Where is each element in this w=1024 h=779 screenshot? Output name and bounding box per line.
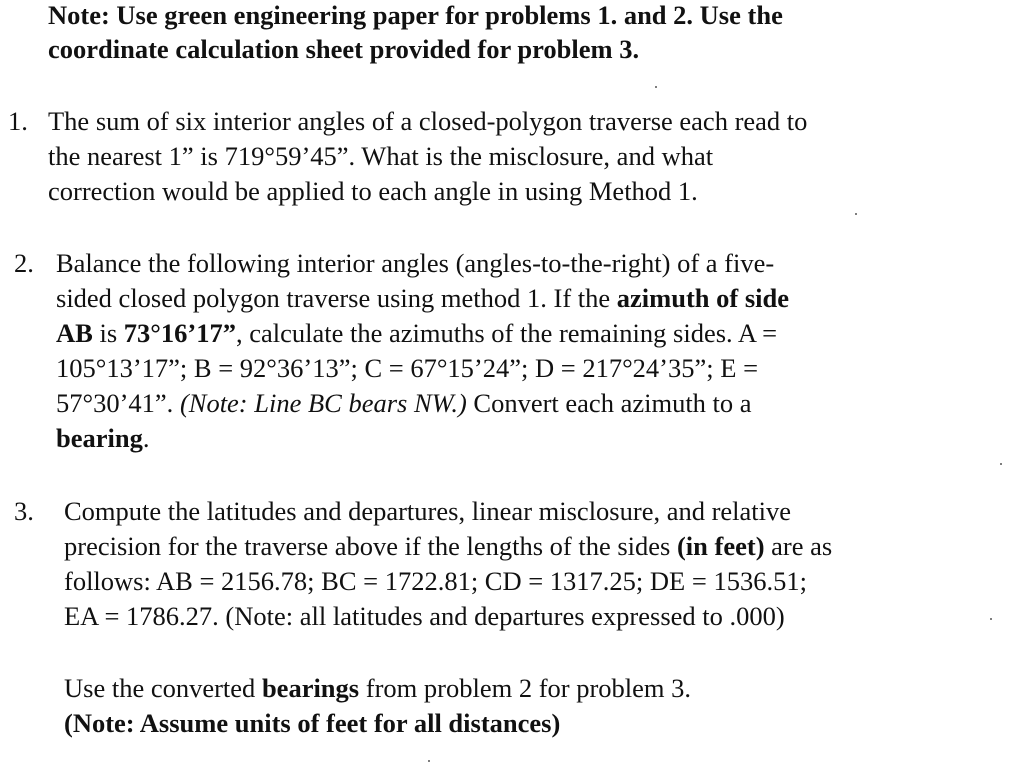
problem-3-line-4: EA = 1786.27. (Note: all latitudes and departures expressed to .000) — [64, 601, 785, 631]
problem-3-line-5-text: Use the converted — [64, 673, 262, 703]
problem-3-line-2-end: are as — [764, 531, 833, 561]
problem-2-line-6-end: . — [142, 423, 150, 453]
scan-speck — [1000, 463, 1002, 465]
problem-3-line-5 — [64, 671, 691, 706]
bearing-label: bearing — [56, 423, 143, 453]
problem-2-line-5-end: Convert each azimuth to a — [466, 388, 752, 418]
problem-2-line-6 — [56, 421, 150, 456]
problem-1-number: 1. — [8, 106, 28, 136]
azimuth-label: azimuth of side — [616, 283, 790, 313]
problem-2-is: is — [92, 318, 124, 348]
scan-speck — [655, 86, 657, 88]
note-line-1: Note: Use green engineering paper for problems 1. and 2. Use the — [48, 0, 783, 30]
problem-2-line-4: 105°13’17”; B = 92°36’13”; C = 67°15’24”; D = 217°24’35”; E = — [56, 353, 759, 383]
azimuth-ab-value: 73°16’17” — [123, 318, 236, 348]
bearings-label: bearings — [261, 673, 360, 703]
problem-3-line-1: Compute the latitudes and departures, linear misclosure, and relative — [64, 496, 792, 526]
scan-speck — [855, 213, 857, 215]
problem-3-line-2-text: precision for the traverse above if the lengths of the sides — [64, 531, 677, 561]
problem-2-line-5 — [56, 386, 752, 421]
scan-speck — [990, 618, 992, 620]
side-ab-label: AB — [56, 318, 93, 348]
problem-2-line-2-text: sided closed polygon traverse using method 1. If the — [56, 283, 617, 313]
scan-speck — [428, 760, 430, 762]
problem-3-line-6: (Note: Assume units of feet for all distances) — [64, 708, 561, 738]
note-line-2: coordinate calculation sheet provided for problem 3. — [48, 34, 640, 64]
bc-bearing-note: (Note: Line BC bears NW.) — [179, 388, 467, 418]
problem-2-number: 2. — [14, 248, 34, 278]
in-feet-label: (in feet) — [676, 531, 765, 561]
problem-3-number: 3. — [14, 496, 34, 526]
problem-2-line-3 — [56, 316, 777, 351]
problem-2-line-3-rest: , calculate the azimuths of the remaining sides. A = — [235, 318, 778, 348]
problem-1-line-3: correction would be applied to each angle in using Method 1. — [48, 176, 698, 206]
problem-1-line-1: The sum of six interior angles of a closed-polygon traverse each read to — [48, 106, 808, 136]
problem-2-line-2 — [56, 281, 789, 316]
problem-1-line-2: the nearest 1” is 719°59’45”. What is the misclosure, and what — [48, 141, 714, 171]
problem-3-line-2 — [64, 529, 832, 564]
problem-3-line-5-end: from problem 2 for problem 3. — [359, 673, 692, 703]
problem-3-line-3: follows: AB = 2156.78; BC = 1722.81; CD = 1317.25; DE = 1536.51; — [64, 566, 807, 596]
problem-2-line-1: Balance the following interior angles (angles-to-the-right) of a five- — [56, 248, 775, 278]
angle-e-value: 57°30’41”. — [56, 388, 180, 418]
